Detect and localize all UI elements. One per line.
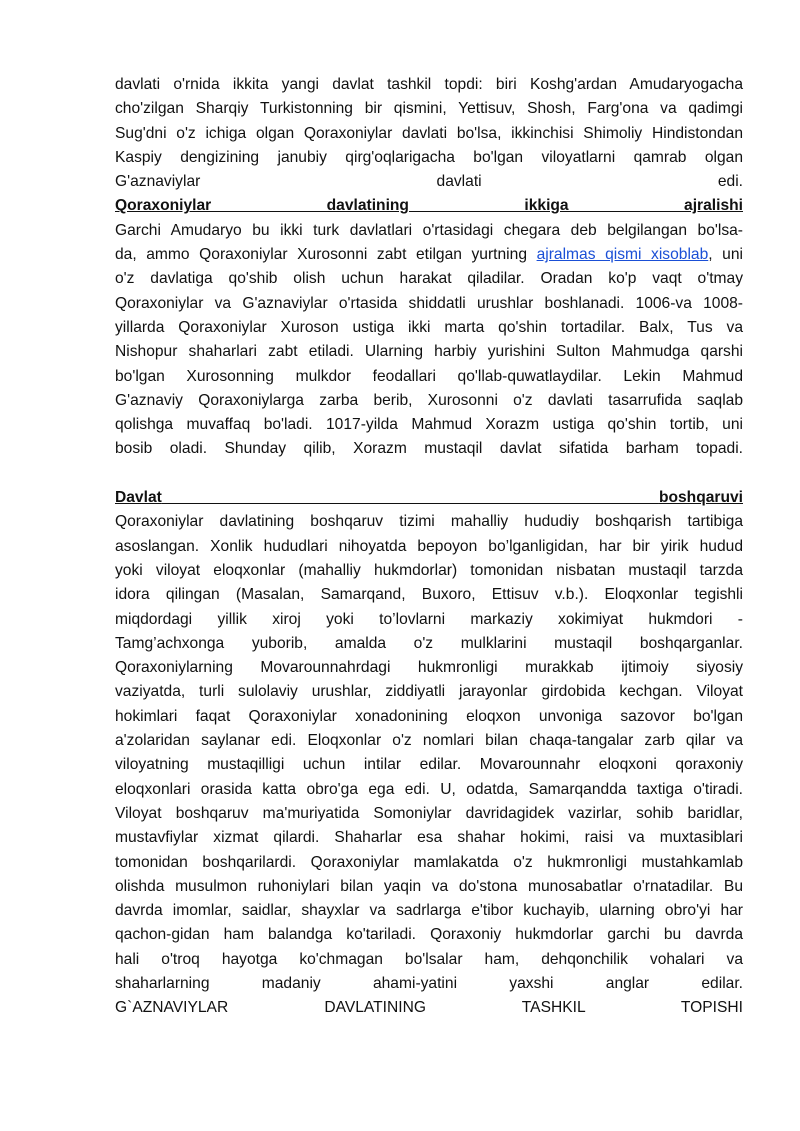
text-line: G'aznaviy Qoraxoniylarga zarba berib, Xurosonni o'z davlati tasarrufida saqlab (115, 391, 743, 409)
text-line: davrda imomlar, saidlar, shayxlar va sadrlarga e'tibor kuchayib, ularning obro'yi har (115, 902, 743, 920)
paragraph-intro (115, 73, 743, 194)
text-line: tomonidan boshqarilardi. Qoraxoniylar mamlakatda o'z hukmronligi mustahkamlab (115, 853, 743, 871)
paragraph-division (115, 219, 743, 462)
inline-link[interactable]: ajralmas qismi xisoblab (536, 246, 709, 264)
text-line: Sug'dni o'z ichiga olgan Qoraxoniylar davlati bo'lsa, ikkinchisi Shimoliy Hindistondan (115, 124, 743, 142)
text-line: davlati o'rnida ikkita yangi davlat tashkil topdi: biri Koshg'ardan Amudaryogacha (115, 76, 743, 93)
text-line: a'zolaridan saylanar edi. Eloqxonlar o'z nomlari bilan chaqa-tangalar zarb qilar va (115, 732, 743, 750)
section-heading-ghaznavid: G`AZNAVIYLAR DAVLATINING TASHKIL TOPISHI (115, 999, 743, 1017)
text-line: qolishga muvaffaq bo'ladi. 1017-yilda Mahmud Xorazm ustiga qo'shin tortib, uni (115, 416, 743, 434)
text-line: Tamg’achxonga yuborib, amalda o'z mulklarini mustaqil boshqarganlar. (115, 634, 743, 652)
text-fragment: , uni (708, 246, 743, 264)
heading-word: Davlat (115, 489, 162, 507)
text-line: olishda musulmon ruhoniylari bilan yaqin va do'stona munosabatlar o'rnatadilar. Bu (115, 877, 743, 895)
text-line: bo'lgan Xurosonning mulkdor feodallari qo'llab-quwatlaydilar. Lekin Mahmud (115, 367, 743, 385)
text-line: miqdordagi yillik xiroj yoki to’lovlarni markaziy xokimiyat hukmdori - (115, 610, 743, 628)
paragraph-governance (115, 510, 743, 996)
text-line: eloqxonlari orasida katta obro'ga ega edi. U, odatda, Samarqandda taxtiga o'tiradi. (115, 780, 743, 798)
text-fragment: da, ammo Qoraxoniylar Xurosonni zabt etilgan yurtning (115, 246, 537, 264)
text-line: qachon-gidan ham balandga ko'tariladi. Qoraxoniy hukmdorlar garchi bu davrda (115, 926, 743, 944)
section-heading-governance (115, 486, 743, 510)
text-line: mustavfiylar xizmat qilardi. Shaharlar esa shahar hokimi, raisi va muxtasiblari (115, 829, 743, 847)
text-line: cho'zilgan Sharqiy Turkistonning bir qismini, Yettisuv, Shosh, Farg'ona va qadimgi (115, 100, 743, 118)
text-line: shaharlarning madaniy ahami-yatini yaxshi anglar edilar. (115, 974, 743, 992)
text-line: Garchi Amudaryo bu ikki turk davlatlari o'rtasidagi chegara deb belgilangan bo'lsa- (115, 221, 743, 239)
blank-line (115, 462, 743, 486)
text-line: asoslangan. Xonlik hududlari nihoyatda bepoyon bo’lganligidan, har bir yirik hudud (115, 537, 743, 555)
text-line: yoki viloyat eloqxonlar (mahalliy hukmdorlar) tomonidan nisbatan mustaqil tarzda (115, 561, 743, 579)
text-line: yillarda Qoraxoniylar Xuroson ustiga ikki marta qo'shin tortadilar. Balx, Tus va (115, 318, 743, 336)
text-line: Kaspiy dengizining janubiy qirg'oqlarigacha bo'lgan viloyatlarni qamrab olgan (115, 148, 743, 166)
text-line: G'aznaviylar davlati edi. (115, 173, 743, 191)
text-line: Nishopur shaharlari zabt etiladi. Ularning harbiy yurishini Sulton Mahmudga qarshi (115, 343, 743, 361)
text-line: Qoraxoniylar va G'aznaviylar o'rtasida shiddatli urushlar boshlanadi. 1006-va 1008- (115, 294, 743, 312)
text-line: Qoraxoniylar davlatining boshqaruv tizimi mahalliy hududiy boshqarish tartibiga (115, 513, 743, 531)
text-line: Qoraxoniylarning Movarounnahrdagi hukmronligi murakkab ijtimoiy siyosiy (115, 659, 743, 677)
text-line: viloyatning mustaqilligi uchun intilar edilar. Movarounnahr eloqxoni qoraxoniy (115, 756, 743, 774)
text-line: vaziyatda, turli sulolaviy urushlar, ziddiyatli jarayonlar girdobida kechgan. Viloyat (115, 683, 743, 701)
text-line: hali o'troq hayotga ko'chmagan bo'lsalar ham, dehqonchilik vohalari va (115, 950, 743, 968)
text-line: idora qilingan (Masalan, Samarqand, Buxoro, Ettisuv v.b.). Eloqxonlar tegishli (115, 586, 743, 604)
section-heading-division: Qoraxoniylar davlatining ikkiga ajralishi (115, 197, 743, 215)
heading-word: boshqaruvi (658, 489, 743, 507)
text-line: hokimlari faqat Qoraxoniylar xonadonining eloqxon unvoniga sazovor bo'lgan (115, 707, 743, 725)
text-line-with-link (115, 243, 743, 267)
text-line: o'z davlatiga qo'shib olish uchun harakat qiladilar. Oradan ko'p vaqt o'tmay (115, 270, 743, 288)
document-page (115, 73, 743, 1021)
text-line: bosib oladi. Shunday qilib, Xorazm mustaqil davlat sifatida barham topadi. (115, 440, 743, 458)
text-line: Viloyat boshqaruv ma'muriyatida Somoniylar davridagidek vazirlar, sohib baridlar, (115, 804, 743, 822)
